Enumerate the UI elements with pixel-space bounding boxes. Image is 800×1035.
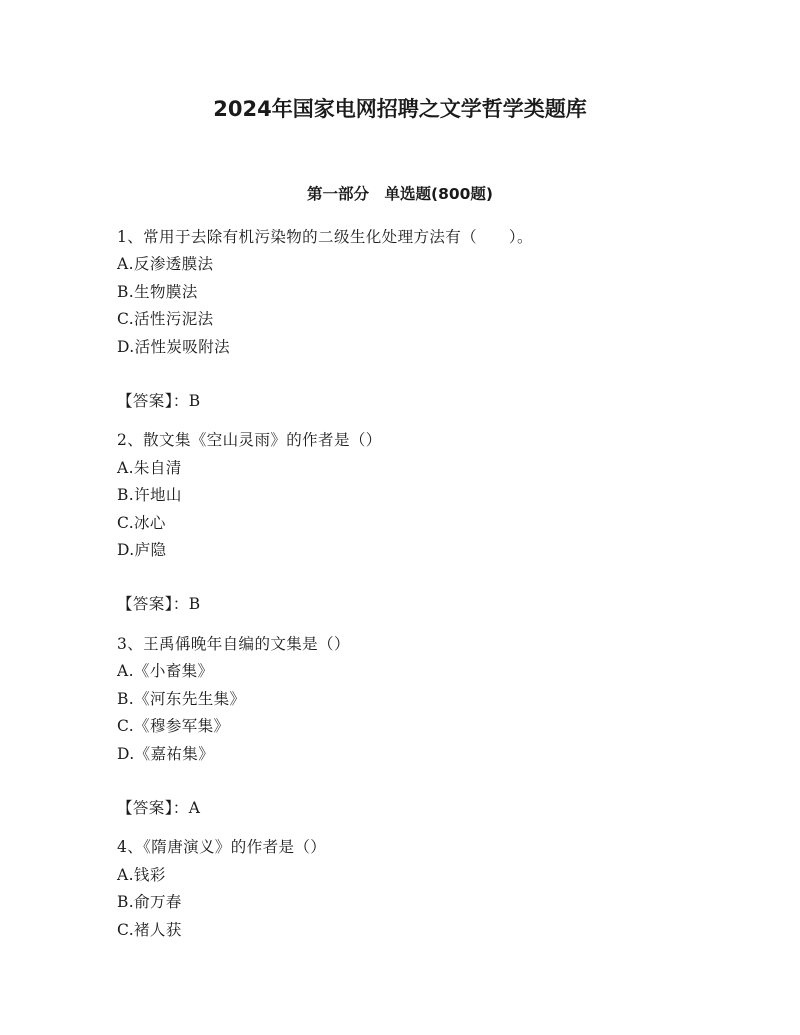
option-c: C.冰心 — [117, 513, 166, 532]
question-stem: 2、散文集《空山灵雨》的作者是（） — [117, 431, 382, 450]
question-1 — [117, 224, 717, 415]
answer-line: 【答案】：B — [117, 595, 201, 614]
option-a: A.反渗透膜法 — [117, 255, 214, 274]
option-c: C.褚人获 — [117, 920, 182, 939]
option-d: D.《嘉祐集》 — [117, 744, 215, 763]
question-stem: 4、《隋唐演义》的作者是（） — [117, 838, 327, 857]
document-title: 2024年国家电网招聘之文学哲学类题库 — [213, 97, 587, 121]
option-d: D.庐隐 — [117, 541, 167, 560]
answer-line: 【答案】：B — [117, 392, 201, 411]
option-b: B.生物膜法 — [117, 282, 198, 301]
question-4 — [117, 834, 717, 944]
question-2 — [117, 427, 717, 618]
option-b: B.俞万春 — [117, 893, 182, 912]
option-c: C.《穆参军集》 — [117, 717, 230, 736]
option-a: A.钱彩 — [117, 865, 166, 884]
option-c: C.活性污泥法 — [117, 310, 214, 329]
section-title: 第一部分 单选题(800题) — [306, 185, 494, 203]
question-stem: 1、常用于去除有机污染物的二级生化处理方法有（ ）。 — [117, 228, 533, 246]
question-3 — [117, 631, 717, 822]
answer-line: 【答案】：A — [117, 798, 201, 817]
option-b: B.《河东先生集》 — [117, 689, 246, 708]
option-a: A.朱自清 — [117, 458, 182, 477]
question-list — [117, 224, 717, 944]
option-a: A.《小畜集》 — [117, 662, 214, 681]
question-stem: 3、王禹偁晚年自编的文集是（） — [117, 634, 350, 653]
option-b: B.许地山 — [117, 486, 182, 505]
option-d: D.活性炭吸附法 — [117, 337, 231, 356]
